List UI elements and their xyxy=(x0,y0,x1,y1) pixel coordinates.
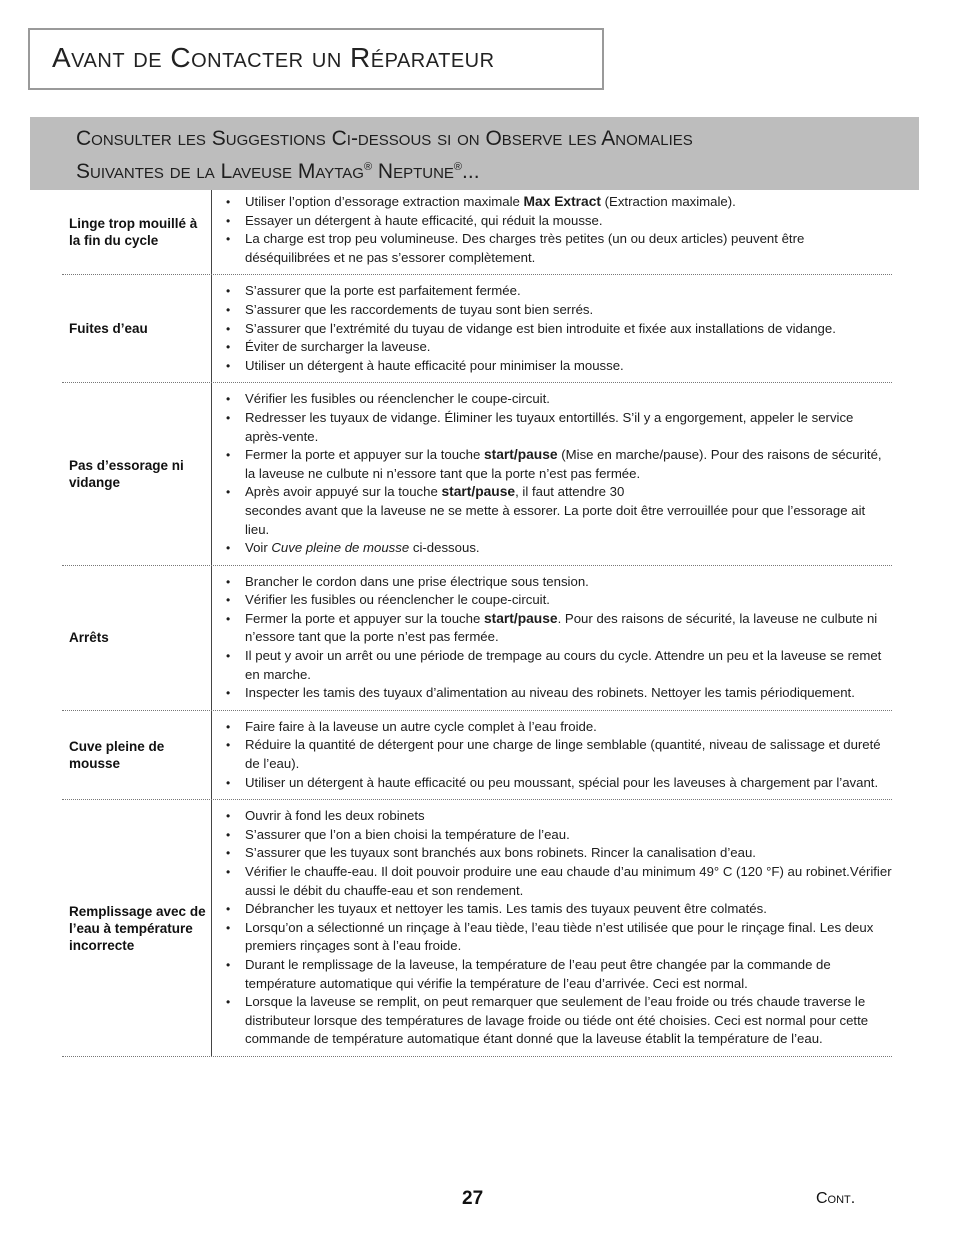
troubleshooting-table xyxy=(62,190,892,1057)
item-text: , il faut attendre 30 xyxy=(515,484,625,500)
item-text: Après avoir appuyé sur la touche xyxy=(245,484,442,500)
section-header xyxy=(30,117,919,190)
item-text: Fermer la porte et appuyer sur la touche xyxy=(245,447,484,463)
page-title: Avant de Contacter un Réparateur xyxy=(52,42,495,73)
item-text: Vérifier les fusibles ou réenclencher le coupe-circuit. xyxy=(245,391,550,407)
table-row xyxy=(62,383,892,565)
list-item xyxy=(245,647,892,684)
list-item xyxy=(245,684,892,703)
item-text: S’assurer que les raccordements de tuyau sont bien serrés. xyxy=(245,301,594,317)
item-text: S’assurer que l’extrémité du tuyau de vidange est bien introduite et fixée aux installations de vidange. xyxy=(245,320,836,336)
item-text: Débrancher les tuyaux et nettoyer les tamis. Les tamis des tuyaux peuvent être colmatés. xyxy=(245,901,767,917)
item-text: Fermer la porte et appuyer sur la touche xyxy=(245,610,484,626)
problem-label: Arrêts xyxy=(62,566,212,710)
list-item xyxy=(245,844,892,863)
solution-list xyxy=(212,383,892,564)
table-row xyxy=(62,800,892,1057)
table-row xyxy=(62,566,892,711)
list-item xyxy=(245,718,892,737)
solution-list xyxy=(212,275,892,382)
item-text: Vérifier le chauffe-eau. Il doit pouvoir produire une eau chaude d’au minimum 49° C (120 °F) au robinet.Vérifier aussi le débit du chauffe-eau et son rendement. xyxy=(245,864,892,898)
problem-label: Fuites d’eau xyxy=(62,275,212,382)
list-item xyxy=(245,807,892,826)
section-title-line2-text: Suivantes de la Laveuse Maytag xyxy=(76,160,364,183)
registered-mark: ® xyxy=(363,161,373,173)
list-item xyxy=(245,591,892,610)
item-text: Utiliser un détergent à haute efficacité ou peu moussant, spécial pour les laveuses à chargement par l’avant. xyxy=(245,774,879,790)
command-name: start/pause xyxy=(483,610,558,626)
item-text: Voir xyxy=(245,540,272,556)
item-text: ci-dessous. xyxy=(409,540,480,556)
page-number: 27 xyxy=(462,1188,484,1209)
list-item xyxy=(245,774,892,793)
item-text: (Mise en marche/pause). Pour des raisons de sécurité, la laveuse ne culbute ni n’essore tant que la porte n’est pas fermée. xyxy=(245,447,882,481)
item-text: Essayer un détergent à haute efficacité, qui réduit la mousse. xyxy=(245,212,603,228)
list-item xyxy=(245,900,892,919)
list-item xyxy=(245,919,892,956)
item-text: Inspecter les tamis des tuyaux d’alimentation au niveau des robinets. Nettoyer les tamis périodiquement. xyxy=(245,685,855,701)
problem-label: Pas d’essorage ni vidange xyxy=(62,383,212,564)
registered-mark: ® xyxy=(453,161,463,173)
continued-label: Cont. xyxy=(816,1190,856,1207)
item-text: S’assurer que les tuyaux sont branchés aux bons robinets. Rincer la canalisation d’eau. xyxy=(245,845,756,861)
solution-list xyxy=(212,566,892,710)
table-row xyxy=(62,711,892,800)
list-item xyxy=(245,863,892,900)
item-text: (Extraction maximale). xyxy=(600,194,736,209)
section-title-line2 xyxy=(76,153,906,186)
list-item xyxy=(245,230,892,267)
item-text: Il peut y avoir un arrêt ou une période de trempage au cours du cycle. Attendre un peu et la laveuse se remet en marche. xyxy=(245,648,882,682)
solution-list xyxy=(212,190,892,274)
section-title-brand: Neptune xyxy=(372,160,454,183)
section-title xyxy=(76,125,906,186)
section-title-line1: Consulter les Suggestions Ci-dessous si on Observe les Anomalies xyxy=(76,127,693,150)
item-text: Réduire la quantité de détergent pour une charge de linge semblable (quantité, niveau de salissage et dureté de l’eau). xyxy=(245,737,881,772)
solution-list xyxy=(212,711,892,799)
list-item xyxy=(245,736,892,773)
list-item xyxy=(245,282,892,301)
item-text: Lorsque la laveuse se remplit, on peut remarquer que seulement de l’eau froide ou trés chaude traverse le distributeur lorsque des températures de lavage froide ou tiéde ont été choisies. Ceci est normal pour cette commande de température automatique étant donné que la laveuse établit la température de l’eau. xyxy=(245,994,869,1047)
page-title-box xyxy=(28,28,604,90)
item-text: Lorsqu’on a sélectionné un rinçage à l’eau tiède, l’eau tiède n’est utilisée que pour le rinçage final. Les deux premiers rinçages sont à l’eau froide. xyxy=(245,919,874,954)
list-item xyxy=(245,483,892,539)
table-row xyxy=(62,275,892,383)
item-text: Ouvrir à fond les deux robinets xyxy=(245,808,425,824)
list-item xyxy=(245,301,892,320)
list-item xyxy=(245,357,892,376)
list-item xyxy=(245,993,892,1049)
item-text: Utiliser un détergent à haute efficacité pour minimiser la mousse. xyxy=(245,357,624,373)
list-item xyxy=(245,212,892,231)
list-item xyxy=(245,390,892,409)
list-item xyxy=(245,446,892,483)
list-item xyxy=(245,573,892,592)
solution-list xyxy=(212,800,892,1056)
command-name: start/pause xyxy=(441,484,516,500)
list-item xyxy=(245,409,892,446)
list-item xyxy=(245,610,892,647)
problem-label: Cuve pleine de mousse xyxy=(62,711,212,799)
list-item xyxy=(245,956,892,993)
command-name: start/pause xyxy=(483,447,558,463)
item-text: La charge est trop peu volumineuse. Des charges très petites (un ou deux articles) peuvent être déséquilibrées et ne pas s’essorer complètement. xyxy=(245,231,805,265)
item-text: S’assurer que l’on a bien choisi la température de l’eau. xyxy=(245,826,570,842)
section-title-ellipsis: ... xyxy=(462,160,480,183)
cross-reference: Cuve pleine de mousse xyxy=(271,540,410,556)
problem-label: Linge trop mouillé à la fin du cycle xyxy=(62,190,212,274)
item-text: Vérifier les fusibles ou réenclencher le coupe-circuit. xyxy=(245,592,550,608)
list-item xyxy=(245,539,892,558)
list-item xyxy=(245,320,892,339)
item-text: Éviter de surcharger la laveuse. xyxy=(245,339,431,355)
item-text: Durant le remplissage de la laveuse, la température de l’eau peut être changée par la commande de température automatique qui vérifie la température de l’eau d’arrivée. Ceci est normal. xyxy=(245,956,831,991)
item-text: Faire faire à la laveuse un autre cycle complet à l’eau froide. xyxy=(245,718,597,734)
item-text: Brancher le cordon dans une prise électrique sous tension. xyxy=(245,573,589,589)
item-text: secondes avant que la laveuse ne se mette à essorer. La porte doit être verrouillée pour que l’essorage ait lieu. xyxy=(245,502,866,537)
item-text: Utiliser l’option d’essorage extraction maximale xyxy=(245,194,524,209)
problem-label: Remplissage avec de l’eau à température incorrecte xyxy=(62,800,212,1056)
command-name: Max Extract xyxy=(523,194,601,209)
table-row xyxy=(62,190,892,275)
item-text: Redresser les tuyaux de vidange. Éliminer les tuyaux entortillés. S’il y a engorgement, appeler le service après-vente. xyxy=(245,409,854,444)
item-text: . Pour des raisons de sécurité, la laveuse ne culbute ni n’essore tant que la porte n’est pas fermée. xyxy=(245,610,878,645)
item-text: S’assurer que la porte est parfaitement fermée. xyxy=(245,283,521,299)
list-item xyxy=(245,193,892,212)
list-item xyxy=(245,338,892,357)
list-item xyxy=(245,826,892,845)
